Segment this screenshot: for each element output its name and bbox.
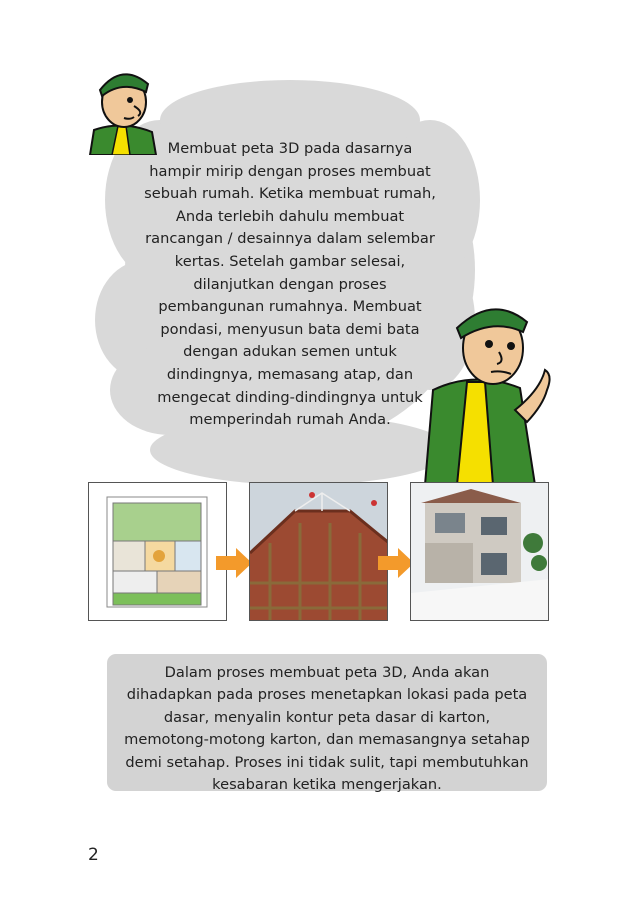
floor-plan-image [88,482,227,621]
right-arrow-icon [216,548,252,578]
house-image [410,482,549,621]
bubble-line: Membuat peta 3D pada dasarnya [167,140,413,157]
info-line: memotong-motong karton, dan memasangnya setahap [124,731,530,749]
bubble-line: rancangan / desainnya dalam selembar [145,230,435,248]
info-box [107,654,547,794]
info-line: kesabaran ketika mengerjakan. [212,776,442,794]
bubble-line: pembangunan rumahnya. Membuat [158,298,422,316]
bubble-line: kertas. Setelah gambar selesai, [174,252,406,270]
bubble-line: memperindah rumah Anda. [189,411,391,429]
info-line: Dalam proses membuat peta 3D, Anda akan [164,664,490,681]
info-line: demi setahap. Proses ini tidak sulit, tapi membutuhkan [125,753,529,771]
bubble-line: dengan adukan semen untuk [183,343,397,361]
right-arrow-icon [378,548,414,578]
bubble-line: dilanjutkan dengan proses [193,275,387,293]
bubble-line: mengecat dinding-dindingnya untuk [157,388,423,406]
construction-image [249,482,388,621]
bubble-line: sebuah rumah. Ketika membuat rumah, [144,185,436,203]
bubble-line: pondasi, menyusun bata demi bata [160,320,420,338]
info-line: dasar, menyalin kontur peta dasar di karton, [163,708,491,726]
bubble-line: dindingnya, memasang atap, dan [166,365,414,383]
bubble-text [140,138,440,432]
info-line: dihadapkan pada proses menetapkan lokasi pada peta [126,686,528,704]
bubble-line: Anda terlebih dahulu membuat [175,207,405,225]
bubble-line: hampir mirip dengan proses membuat [149,162,431,180]
page-number: 2 [88,845,99,865]
